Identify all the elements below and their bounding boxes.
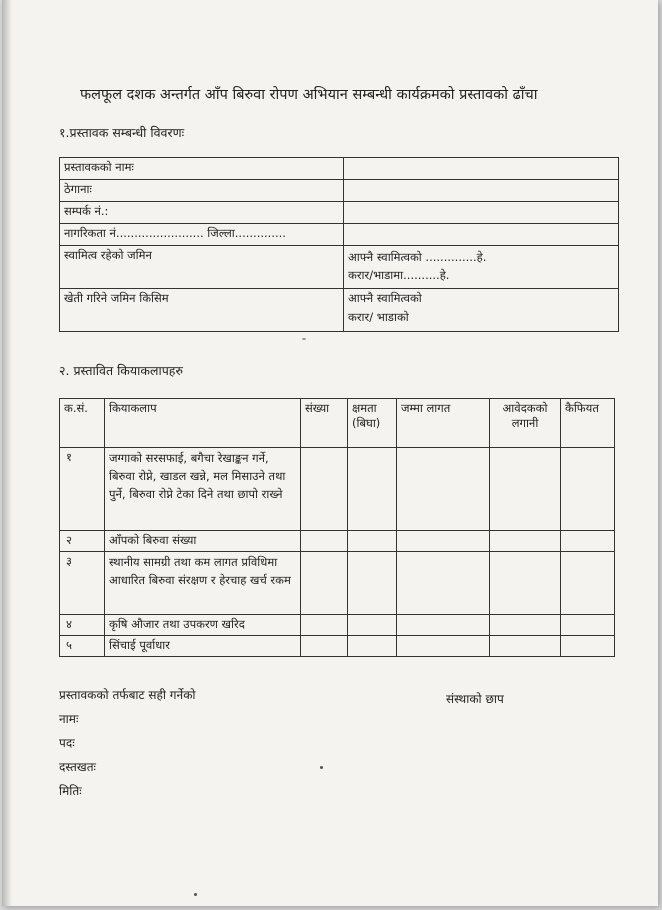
signatory-date-label: मितिः [59, 784, 82, 798]
row-capacity-cell [348, 448, 397, 531]
citizenship-value [344, 224, 619, 246]
row-investment-cell [490, 615, 561, 636]
table-row [60, 615, 615, 636]
table-row [60, 158, 619, 180]
row-count-cell [301, 615, 348, 636]
address-label: ठेगानाः [60, 180, 344, 202]
header-remarks: कैफियत [561, 399, 615, 448]
owned-land-label: स्वामित्व रहेको जमिन [60, 246, 344, 289]
row-sn: २ [60, 531, 105, 552]
table-row [60, 246, 619, 289]
table-row [60, 224, 619, 246]
row-total-cost-cell [397, 552, 490, 615]
owned-land-option-1: आफ्नै स्वामित्वको ..............हे. [348, 250, 487, 264]
row-activity: आँपको बिरुवा संख्या [105, 531, 301, 552]
row-total-cost-cell [397, 531, 490, 552]
signatory-heading: प्रस्तावकको तर्फबाट सही गर्नेको [59, 688, 196, 702]
table-row [60, 531, 615, 552]
row-sn: ३ [60, 552, 105, 615]
signatory-signature-label: दस्तखतः [59, 760, 96, 774]
row-investment-cell [490, 531, 561, 552]
table-row [60, 289, 619, 332]
row-capacity-cell [348, 552, 397, 615]
row-total-cost-cell [397, 615, 490, 636]
header-total-cost: जम्मा लागत [397, 399, 490, 448]
row-activity: जग्गाको सरसफाई, बगैचा रेखाङ्कन गर्ने, बिरुवा रोप्ने, खाडल खन्ने, मल मिसाउने तथा पुर्ने, बिरुवा रोप्ने टेका दिने तथा छापो राख्ने [105, 448, 301, 531]
row-activity: सिंचाई पूर्वाधार [105, 636, 301, 657]
row-sn: ५ [60, 636, 105, 657]
signatory-name-label: नामः [59, 712, 79, 726]
scan-edge-shadow [2, 0, 12, 906]
header-applicant-investment: आवेदकको लगानी [490, 399, 561, 448]
proposed-activities-table [59, 398, 615, 657]
contact-value [344, 202, 619, 224]
row-sn: १ [60, 448, 105, 531]
row-capacity-cell [348, 636, 397, 657]
row-remarks-cell [561, 636, 615, 657]
row-capacity-cell [348, 531, 397, 552]
row-activity: कृषि औजार तथा उपकरण खरिद [105, 615, 301, 636]
table-row [60, 636, 615, 657]
row-total-cost-cell [397, 636, 490, 657]
land-type-option-1: आफ्नै स्वामित्वको [348, 291, 422, 305]
row-remarks-cell [561, 552, 615, 615]
row-activity: स्थानीय सामग्री तथा कम लागत प्रविधिमा आधारित बिरुवा संरक्षण र हेरचाह खर्च रकम [105, 552, 301, 615]
header-capacity: क्षमता (बिघा) [348, 399, 397, 448]
header-sn: क.सं. [60, 399, 105, 448]
table-header-row [60, 399, 615, 448]
proposer-name-label: प्रस्तावकको नामः [60, 158, 344, 180]
section2-heading: २. प्रस्तावित कियाकलापहरु [59, 363, 183, 378]
land-type-label: खेती गरिने जमिन किसिम [60, 289, 344, 332]
owned-land-option-2: करार/भाडामा..........हे. [348, 268, 450, 282]
scan-speck [302, 338, 306, 340]
header-activity: कियाकलाप [105, 399, 301, 448]
land-type-value [344, 289, 619, 332]
organization-stamp-label: संस्थाको छाप [446, 692, 504, 706]
row-sn: ४ [60, 615, 105, 636]
owned-land-value [344, 246, 619, 289]
row-count-cell [301, 636, 348, 657]
document-title: फलफूल दशक अन्तर्गत आँप बिरुवा रोपण अभियान सम्बन्धी कार्यक्रमको प्रस्तावको ढाँचा [80, 87, 538, 103]
row-remarks-cell [561, 531, 615, 552]
scan-speck [320, 766, 323, 769]
table-row [60, 202, 619, 224]
signatory-post-label: पदः [59, 736, 75, 750]
row-remarks-cell [561, 615, 615, 636]
row-capacity-cell [348, 615, 397, 636]
row-count-cell [301, 448, 348, 531]
row-total-cost-cell [397, 448, 490, 531]
proposer-details-table [59, 157, 619, 332]
row-investment-cell [490, 552, 561, 615]
header-count: संख्या [301, 399, 348, 448]
table-row [60, 448, 615, 531]
row-investment-cell [490, 448, 561, 531]
address-value [344, 180, 619, 202]
citizenship-label: नागरिकता नं........................ जिल्ला.............. [60, 224, 344, 246]
scan-speck [194, 893, 197, 896]
row-investment-cell [490, 636, 561, 657]
row-count-cell [301, 531, 348, 552]
contact-label: सम्पर्क नं.: [60, 202, 344, 224]
proposer-name-value [344, 158, 619, 180]
table-row [60, 180, 619, 202]
land-type-option-2: करार/ भाडाको [348, 310, 409, 324]
document-page [2, 0, 658, 906]
row-remarks-cell [561, 448, 615, 531]
table-row [60, 552, 615, 615]
section1-heading: १.प्रस्तावक सम्बन्धी विवरणः [59, 125, 185, 140]
row-count-cell [301, 552, 348, 615]
